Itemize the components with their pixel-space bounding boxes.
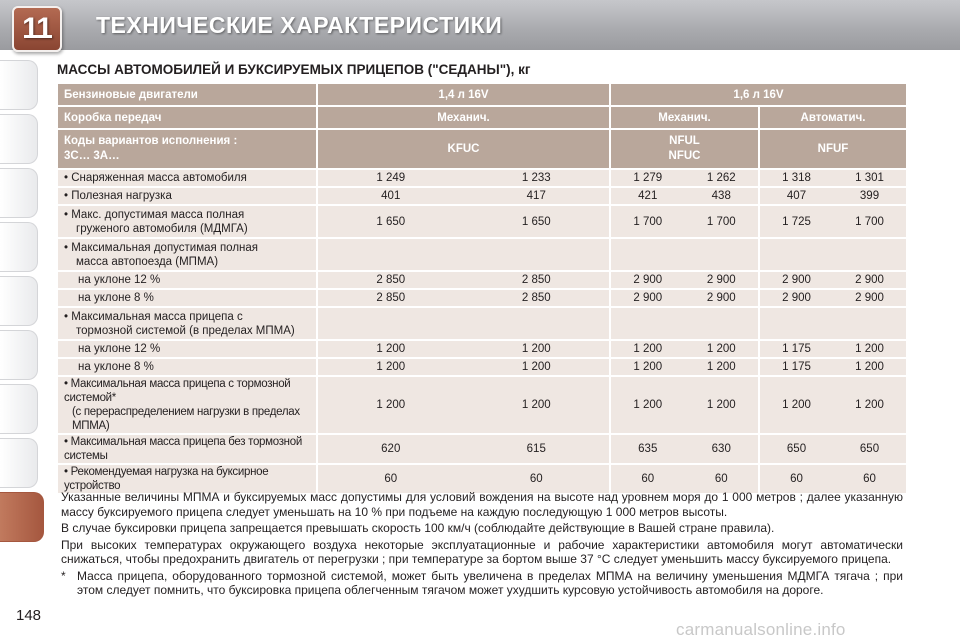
row-label-text: груженого автомобиля (МДМГА): [76, 222, 248, 235]
header-cell: Коробка передач: [58, 107, 316, 128]
table-header-row: [58, 107, 906, 128]
value-cell: [318, 359, 609, 375]
value-cell: [611, 170, 758, 186]
table-row: [58, 377, 906, 433]
notes: [61, 490, 903, 598]
value-cell: [760, 465, 906, 493]
mass-value: 401: [381, 190, 401, 202]
row-label: [58, 170, 316, 186]
table-row: [58, 359, 906, 375]
mass-value: 615: [526, 443, 546, 455]
mass-value: 1 700: [633, 215, 663, 228]
table-row: [58, 435, 906, 463]
row-label-text: • Максимальная масса прицепа без тормозной системы: [64, 436, 302, 462]
mass-value: 60: [384, 473, 398, 485]
mass-value: 1 200: [376, 361, 406, 373]
chapter-badge: [12, 6, 62, 52]
mass-value: 1 200: [706, 361, 736, 373]
code-label: NFUC: [668, 150, 701, 162]
mass-value: 1 175: [782, 361, 811, 373]
value-cell: [611, 239, 758, 270]
note-paragraph: При высоких температурах окружающего воздуха некоторые эксплуатационные и рабочие характеристики автомобиля могут автоматически снижаться, чтобы предохранить двигатель от перегрузки ; при температуре за бортом выше 37 °C следует уменьшить массу буксируемого прицепа.: [61, 537, 903, 566]
mass-value: 60: [529, 473, 543, 485]
mass-value: 1 200: [521, 361, 551, 373]
codes-label: Коды вариантов исполнения :: [64, 135, 238, 147]
row-label: [58, 359, 316, 375]
table-row: [58, 188, 906, 204]
mass-value: 1 200: [376, 399, 406, 411]
value-cell: [318, 435, 609, 463]
value-cell: [611, 206, 758, 237]
row-label-text: (с перераспределением нагрузки в пределах МПМА): [72, 406, 300, 432]
mass-value: 417: [526, 190, 546, 202]
page-header: [0, 0, 960, 56]
mass-value: 2 900: [706, 292, 736, 304]
mass-value: 2 900: [855, 274, 884, 286]
row-label-text: • Максимальная допустимая полная: [64, 241, 259, 254]
mass-value: 399: [859, 190, 880, 202]
mass-value: 60: [790, 473, 803, 485]
value-cell: [318, 272, 609, 288]
mass-value: 2 850: [521, 274, 551, 286]
value-cell: [318, 206, 609, 237]
mass-value: 1 200: [633, 399, 663, 411]
header-cell: NFUF: [760, 130, 906, 168]
header-cell: KFUC: [318, 130, 609, 168]
row-label-text: на уклоне 12 %: [78, 274, 161, 286]
mass-value: 1 650: [376, 215, 406, 228]
row-label-text: • Снаряженная масса автомобиля: [64, 172, 247, 184]
table-row: [58, 272, 906, 288]
table-row: [58, 308, 906, 339]
mass-value: 1 200: [521, 399, 551, 411]
page-number: 148: [16, 607, 42, 624]
mass-value: 650: [859, 443, 880, 455]
code-label: NFUL: [669, 135, 700, 147]
chapter-tab[interactable]: [0, 384, 38, 434]
mass-value: 1 175: [782, 343, 811, 355]
mass-value: 1 650: [521, 215, 551, 228]
chapter-tab[interactable]: [0, 330, 38, 380]
mass-value: 2 900: [782, 292, 811, 304]
row-label-text: масса автопоезда (МПМА): [76, 255, 219, 268]
mass-value: 1 700: [706, 215, 736, 228]
mass-value: 2 850: [376, 292, 406, 304]
value-cell: [760, 377, 906, 433]
table-header-row: [58, 84, 906, 105]
row-label-text: • Рекомендуемая нагрузка на буксирное устройство: [64, 466, 269, 492]
value-cell: [318, 239, 609, 270]
row-label-text: на уклоне 8 %: [78, 361, 154, 373]
value-cell: [318, 465, 609, 493]
header-cell: [611, 130, 758, 168]
header-cell: Автоматич.: [760, 107, 906, 128]
mass-value: 60: [863, 473, 876, 485]
chapter-tab[interactable]: [0, 60, 38, 110]
value-cell: [760, 308, 906, 339]
value-cell: [611, 308, 758, 339]
value-cell: [760, 206, 906, 237]
mass-value: 1 200: [855, 361, 884, 373]
row-label: [58, 239, 316, 270]
footnote-mark: *: [61, 568, 66, 583]
value-cell: [318, 341, 609, 357]
row-label-text: тормозной системой (в пределах МПМА): [76, 324, 295, 337]
value-cell: [611, 377, 758, 433]
mass-value: 1 318: [782, 172, 811, 184]
value-cell: [760, 188, 906, 204]
mass-value: 60: [641, 473, 655, 485]
mass-value: 1 200: [706, 399, 736, 411]
mass-value: 2 850: [376, 274, 406, 286]
mass-value: 421: [638, 190, 658, 202]
chapter-title: ТЕХНИЧЕСКИЕ ХАРАКТЕРИСТИКИ: [96, 12, 503, 38]
value-cell: [611, 188, 758, 204]
chapter-tab[interactable]: [0, 276, 38, 326]
mass-value: 635: [638, 443, 658, 455]
value-cell: [318, 377, 609, 433]
table-row: [58, 206, 906, 237]
mass-value: 620: [381, 443, 401, 455]
value-cell: [611, 359, 758, 375]
mass-value: 1 200: [633, 343, 663, 355]
mass-value: 1 301: [855, 172, 884, 184]
mass-value: 1 200: [521, 343, 551, 355]
mass-value: 1 200: [855, 343, 884, 355]
mass-value: 1 725: [782, 215, 811, 228]
row-label: [58, 341, 316, 357]
mass-value: 1 700: [855, 215, 884, 228]
chapter-tab[interactable]: [0, 114, 38, 164]
table-body: [58, 170, 906, 493]
chapter-number: 11: [22, 12, 52, 45]
header-cell: [58, 130, 316, 168]
mass-value: 438: [711, 190, 731, 202]
header-cell: Бензиновые двигатели: [58, 84, 316, 105]
header-cell: 1,4 л 16V: [318, 84, 609, 105]
codes-label: 3C… 3A…: [64, 150, 120, 162]
row-label: [58, 435, 316, 463]
value-cell: [611, 435, 758, 463]
value-cell: [760, 170, 906, 186]
section-title: МАССЫ АВТОМОБИЛЕЙ И БУКСИРУЕМЫХ ПРИЦЕПОВ ("СЕДАНЫ"), кг: [57, 62, 531, 77]
mass-value: 1 200: [782, 399, 811, 411]
value-cell: [611, 341, 758, 357]
row-label-text: • Полезная нагрузка: [64, 190, 172, 202]
row-label: [58, 272, 316, 288]
mass-value: 1 200: [855, 399, 884, 411]
mass-value: 650: [786, 443, 807, 455]
row-label: [58, 290, 316, 306]
table-row: [58, 465, 906, 493]
mass-value: 407: [786, 190, 807, 202]
mass-value: 60: [714, 473, 728, 485]
mass-value: 1 262: [706, 172, 736, 184]
watermark: carmanualsonline.info: [676, 620, 846, 639]
row-label-text: • Макс. допустимая масса полная: [64, 208, 245, 221]
table-header-row: [58, 130, 906, 168]
row-label-text: • Максимальная масса прицепа с тормозной системой*: [64, 378, 291, 404]
mass-value: 1 200: [376, 343, 406, 355]
value-cell: [760, 341, 906, 357]
value-cell: [760, 290, 906, 306]
mass-value: 2 900: [855, 292, 884, 304]
value-cell: [611, 272, 758, 288]
table-row: [58, 170, 906, 186]
mass-value: 1 249: [376, 172, 406, 184]
chapter-tab[interactable]: [0, 222, 38, 272]
chapter-tabs: [0, 56, 44, 576]
table-row: [58, 290, 906, 306]
mass-spec-table: [56, 82, 908, 495]
row-label: [58, 188, 316, 204]
mass-value: 1 279: [633, 172, 663, 184]
row-label-text: • Максимальная масса прицепа с: [64, 310, 243, 323]
header-cell: 1,6 л 16V: [611, 84, 906, 105]
value-cell: [318, 188, 609, 204]
chapter-tab[interactable]: [0, 168, 38, 218]
value-cell: [611, 290, 758, 306]
footnote: [61, 569, 903, 598]
row-label: [58, 377, 316, 433]
mass-value: 1 200: [706, 343, 736, 355]
row-label: [58, 206, 316, 237]
note-paragraph: Указанные величины МПМА и буксируемых масс допустимы для условий вождения на высоте над уровнем моря до 1 000 метров ; далее указанную массу буксируемого прицепа следует уменьшать на 10 % при подъеме на каждую последующую 1 000 метров высоты.: [61, 490, 903, 519]
row-label: [58, 465, 316, 493]
value-cell: [760, 359, 906, 375]
footnote-text: Масса прицепа, оборудованного тормозной системой, может быть увеличена в пределах МПМА на величину уменьшения МДМГА тягача ; при этом следует помнить, что буксировка прицепа облегченным тягачом может ухудшить курсовую устойчивость автомобиля на дороге.: [77, 568, 903, 597]
chapter-tab[interactable]: [0, 438, 38, 488]
value-cell: [318, 170, 609, 186]
header-cell: Механич.: [318, 107, 609, 128]
value-cell: [760, 272, 906, 288]
row-label-text: на уклоне 12 %: [78, 343, 161, 355]
header-cell: Механич.: [611, 107, 758, 128]
row-label-text: на уклоне 8 %: [78, 292, 154, 304]
mass-value: 2 900: [633, 274, 663, 286]
table-row: [58, 341, 906, 357]
row-label: [58, 308, 316, 339]
mass-value: 2 900: [706, 274, 736, 286]
note-paragraph: В случае буксировки прицепа запрещается превышать скорость 100 км/ч (соблюдайте действующие в Вашей стране правила).: [61, 521, 775, 535]
mass-value: 2 850: [521, 292, 551, 304]
mass-value: 1 233: [521, 172, 551, 184]
value-cell: [611, 465, 758, 493]
mass-value: 2 900: [633, 292, 663, 304]
value-cell: [760, 435, 906, 463]
value-cell: [318, 308, 609, 339]
chapter-tab-active[interactable]: [0, 492, 44, 542]
mass-value: 1 200: [633, 361, 663, 373]
mass-value: 2 900: [782, 274, 811, 286]
value-cell: [318, 290, 609, 306]
table-row: [58, 239, 906, 270]
mass-value: 630: [711, 443, 731, 455]
value-cell: [760, 239, 906, 270]
